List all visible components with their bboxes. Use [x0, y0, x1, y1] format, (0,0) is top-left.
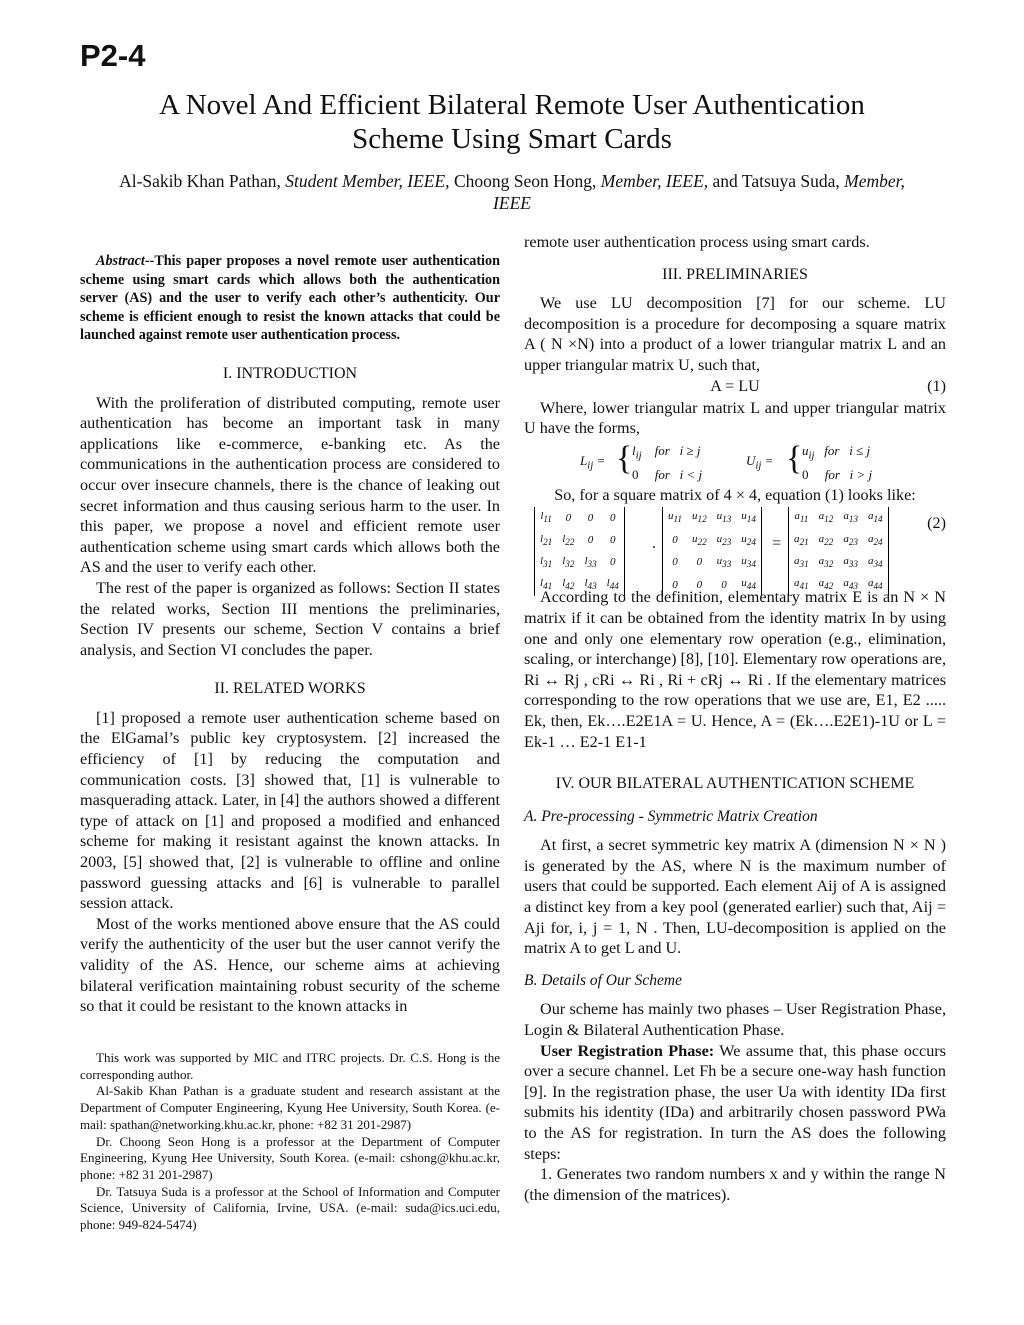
footnotes: [80, 1050, 500, 1234]
matrix-a: $a_{11}$ $a_{12}$ $a_{13}$ $a_{14}$ $a_{21}$ $a_{22}$ $a_{23}$ $a_{24}$ $a_{31}$ $a_{32}$ $a_{33}$ $a_{34}$ $a_{41}$ $a_{42}$ $a_{43}$ $a_{44}$: [788, 507, 889, 596]
related-paragraph-2: Most of the works mentioned above ensure that the AS could verify the authenticity of the user but the user cannot verify the validity of the AS. Hence, our scheme aims at achieving bilateral verification maintaining robust security of the scheme so that it could be resistant to the known attacks in: [80, 914, 500, 1016]
footnote-1: This work was supported by MIC and ITRC projects. Dr. C.S. Hong is the corresponding author.: [80, 1050, 500, 1082]
equation-1-number: (1): [927, 376, 946, 395]
matrix-u: $u_{11}$ $u_{12}$ $u_{13}$ $u_{14}$ 0 $u_{22}$ $u_{23}$ $u_{24}$ 0 0 $u_{33}$ $u_{34}$ 0 0 0 $u_{44}$: [662, 507, 762, 596]
equals-operator: =: [772, 534, 782, 553]
section-heading-preliminaries: III. PRELIMINARIES: [662, 265, 808, 283]
matrix-l: $l_{11}$ 0 0 0 $l_{21}$ $l_{22}$ 0 0 $l_{31}$ $l_{32}$ $l_{33}$ 0 $l_{41}$ $l_{42}$ $l_{43}$ $l_{44}$: [534, 507, 625, 596]
author-2: Choong Seon Hong,: [449, 171, 601, 191]
so-paragraph: So, for a square matrix of 4 × 4, equation (1) looks like:: [554, 485, 916, 504]
section-heading-introduction: I. INTRODUCTION: [222, 364, 358, 382]
related-paragraph-1: [1] proposed a remote user authentication scheme based on the ElGamal’s public key cryptosystem. [2] increased the efficiency of [1] by reducing the computation and communication costs. [3] showed that, [1] is vulnerable to masquerading attack. Later, in [4] the authors showed a different type of attack on [1] and proposed a modified and enhanced scheme for making it resistant against the known attacks. In 2003, [5] showed that, [2] is vulnerable to offline and online password guessing attacks and [6] is vulnerable to parallel session attack.: [80, 708, 500, 913]
footnote-4: Dr. Tatsuya Suda is a professor at the School of Information and Computer Science, University of California, Irvine, USA. (e-mail: suda@ics.uci.edu, phone: 949-824-5474): [80, 1183, 500, 1233]
preliminaries-paragraph: We use LU decomposition [7] for our scheme. LU decomposition is a procedure for decomposing a square matrix A ( N ×N) into a product of a lower triangular matrix L and an upper triangular matrix U, such that,: [524, 294, 946, 374]
abstract-label: Abstract: [96, 253, 145, 269]
u-brace-icon: {: [786, 439, 803, 477]
where-paragraph: Where, lower triangular matrix L and upper triangular matrix U have the forms,: [524, 398, 946, 438]
l-form: $L_{ij}$ =: [580, 452, 606, 472]
title-line-1: A Novel And Efficient Bilateral Remote User Authentication: [159, 89, 865, 121]
section-heading-scheme: IV. OUR BILATERAL AUTHENTICATION SCHEME: [555, 775, 915, 793]
subsection-a-heading: A. Pre-processing - Symmetric Matrix Creation: [524, 807, 818, 825]
u-cases: $u_{ij}$ for i ≤ j 0 for i > j: [802, 442, 873, 483]
paper-code: P2-4: [80, 38, 146, 73]
author-1-role: Student Member, IEEE,: [285, 171, 450, 191]
definition-paragraph: According to the definition, elementary matrix E is an N × N matrix if it can be obtained from the identity matrix In by using one and only one elementary row operation (e.g., elimination, scaling, or interchange) [8], [10]. Elementary row operations are, Ri ↔ Rj , cRi ↔ Ri , Ri + cRj ↔ Ri . If the elementary matrices corresponding to the row operations that we use are, E1, E2 ..... Ek, then, Ek….E2E1A = U. Hence, A = (Ek….E2E1)-1U or L = Ek-1 … E2-1 E1-1: [524, 588, 946, 751]
dot-operator: .: [652, 534, 657, 553]
right-column: [524, 232, 946, 1205]
footnote-2: Al-Sakib Khan Pathan is a graduate student and research assistant at the Department of Computer Engineering, Kyung Hee University, South Korea. (e-mail: spathan@networking.khu.ac.kr, phone: +82 31 201-2987): [80, 1083, 500, 1132]
l-brace-icon: {: [616, 439, 633, 477]
author-3-role: Member, IEEE: [493, 171, 905, 213]
registration-text: We assume that, this phase occurs over a secure channel. Let Fh be a secure one-way hash function [9]. In the registration phase, the user Ua with identity IDa first submits his identity (IDa) and arbitrarily chosen password PWa to the AS for registration. In turn the AS does the following steps:: [524, 1041, 946, 1163]
lu-form-definitions: [524, 439, 946, 485]
subsection-b-heading: B. Details of Our Scheme: [524, 971, 682, 989]
section-heading-related-works: II. RELATED WORKS: [214, 680, 366, 698]
author-1: Al-Sakib Khan Pathan,: [119, 171, 286, 191]
author-list: [100, 170, 924, 214]
equation-1-body: A = LU: [710, 376, 760, 395]
paper-title: [80, 88, 944, 156]
footnote-3: Dr. Choong Seon Hong is a professor at the Department of Computer Engineering, Kyung Hee University, South Korea. (e-mail: cshong@khu.ac.kr, phone: +82 31 201-2987): [80, 1133, 500, 1182]
continuation-text: remote user authentication process using smart cards.: [524, 233, 870, 251]
step-1: 1. Generates two random numbers x and y within the range N (the dimension of the matrices).: [524, 1165, 946, 1204]
title-line-2: Scheme Using Smart Cards: [352, 123, 672, 155]
equation-2-number: (2): [927, 514, 946, 533]
left-column: [80, 252, 500, 1017]
equation-1: [524, 376, 946, 398]
author-2-role: Member, IEEE,: [600, 171, 709, 191]
intro-paragraph-1: With the proliferation of distributed computing, remote user authentication has become an important task in many applications like e-commerce, e-banking etc. As the communications in the authentication process are considered to occur over insecure channels, there is the chance of leaking out secret information and thus causing serious harm to the user. In this paper, we propose a novel and efficient remote user authentication scheme using smart cards which allows both the AS and the user to verify each other.: [80, 393, 500, 577]
abstract-text: --This paper proposes a novel remote user authentication scheme using smart cards which allows both the authentication server (AS) and the user to verify each other’s authenticity. Our scheme is efficient enough to resist the known attacks that could be launched against remote user authentication process.: [80, 253, 500, 344]
author-3: and Tatsuya Suda,: [708, 171, 845, 191]
u-form: $U_{ij}$ =: [746, 452, 774, 472]
equation-2: [524, 505, 946, 592]
intro-paragraph-2: The rest of the paper is organized as follows: Section II states the related works, Section III mentions the preliminaries, Section IV presents our scheme, Section V contains a brief analysis, and Section VI concludes the paper.: [80, 578, 500, 659]
registration-paragraph: [524, 1041, 946, 1165]
subsection-b-paragraph: Our scheme has mainly two phases – User Registration Phase, Login & Bilateral Authentication Phase.: [524, 1000, 946, 1040]
abstract: [80, 252, 500, 345]
l-cases: $l_{ij}$ for i ≥ j 0 for i < j: [632, 442, 703, 483]
subsection-a-paragraph: At first, a secret symmetric key matrix A (dimension N × N ) is generated by the AS, where N is the maximum number of users that could be supported. Each element Aij of A is assigned a distinct key from a key pool (generated earlier) such that, Aij = Aji for, i, j = 1, N . Then, LU-decomposition is applied on the matrix A to get L and U.: [524, 836, 946, 958]
registration-label: User Registration Phase:: [540, 1041, 715, 1060]
